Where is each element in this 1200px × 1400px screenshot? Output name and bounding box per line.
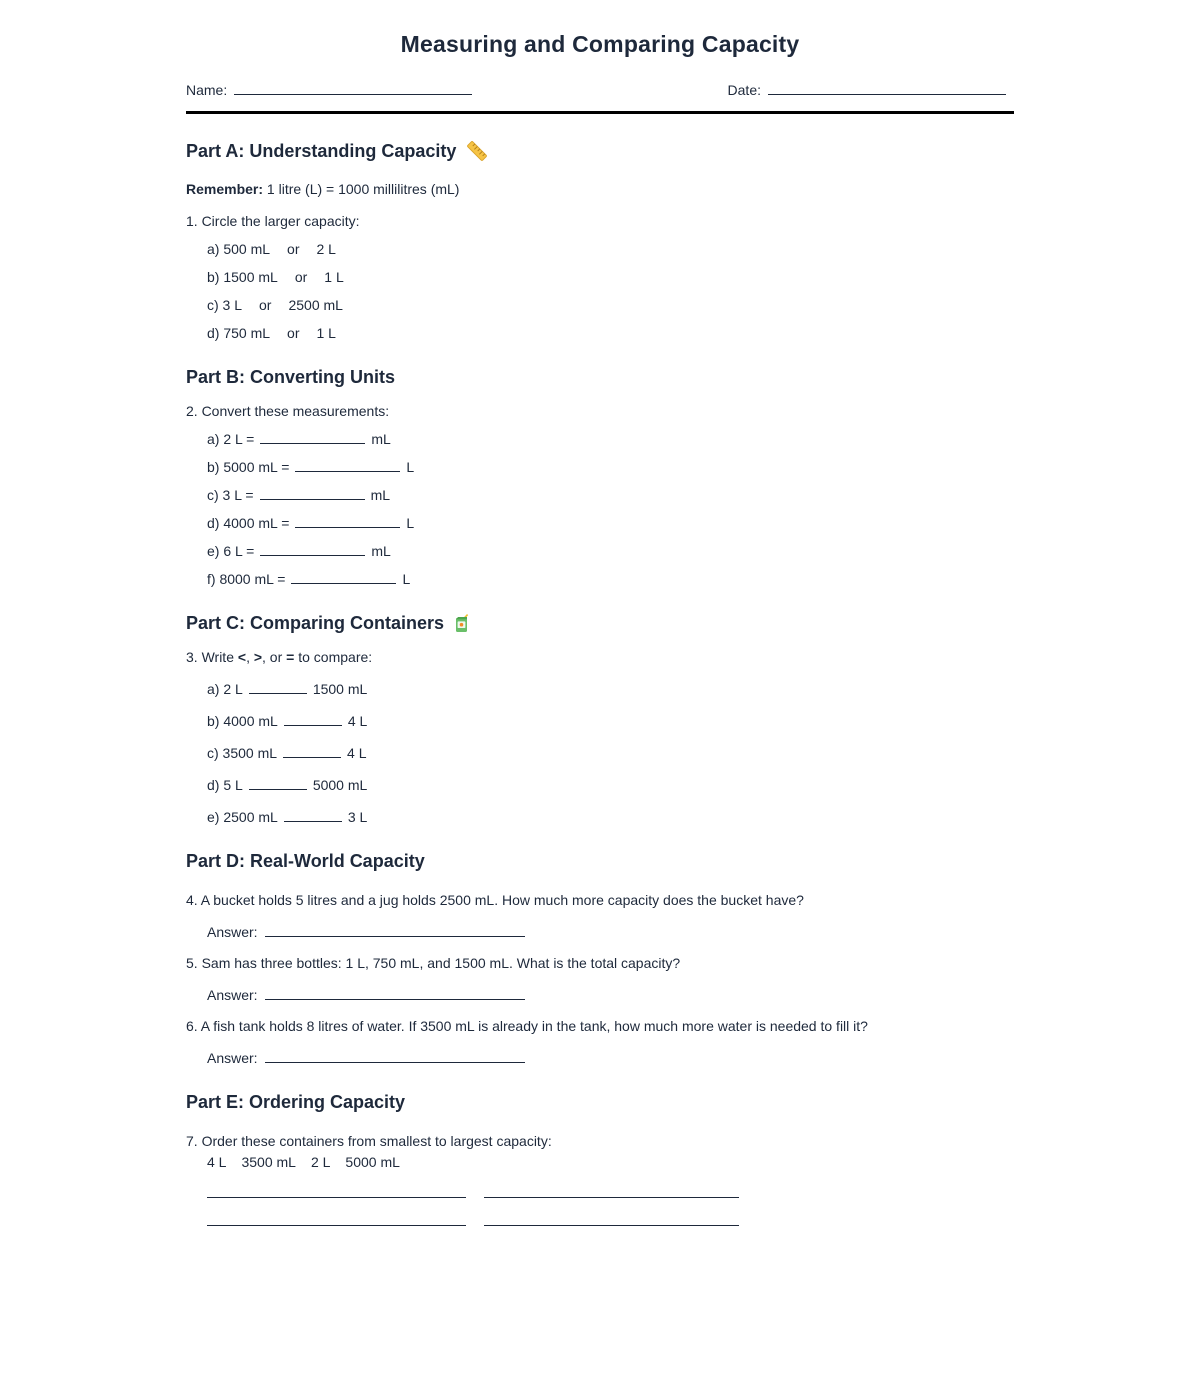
ordering-options xyxy=(207,1154,1014,1170)
question-7: 7. Order these containers from smallest to largest capacity: xyxy=(186,1133,552,1149)
conversion-item xyxy=(207,487,1014,503)
conversion-unit: L xyxy=(402,571,411,587)
ordering-option: 5000 mL xyxy=(345,1154,400,1170)
ordering-option: 4 L xyxy=(207,1154,227,1170)
comparison-left: a) 2 L xyxy=(207,681,243,697)
circle-item[interactable] xyxy=(207,269,1014,285)
comparison-right: 4 L xyxy=(347,713,368,729)
answer-label: Answer: xyxy=(207,987,258,1003)
ordering-answer-lines xyxy=(207,1172,739,1226)
option-right[interactable]: 2 L xyxy=(316,241,336,257)
circle-item[interactable] xyxy=(207,241,1014,257)
question-2: 2. Convert these measurements: xyxy=(186,403,390,419)
answer-input-line[interactable] xyxy=(265,999,525,1000)
answer-row xyxy=(207,987,1014,1003)
name-field xyxy=(186,82,472,98)
comparison-answer-line[interactable] xyxy=(249,789,307,790)
conversion-item xyxy=(207,431,1014,447)
comparison-left: e) 2500 mL xyxy=(207,809,278,825)
part-d-heading xyxy=(186,851,1014,872)
page-title: Measuring and Comparing Capacity xyxy=(400,31,800,57)
conversion-item xyxy=(207,571,1014,587)
answer-label: Answer: xyxy=(207,1050,258,1066)
comparison-item xyxy=(207,745,1014,761)
remember-label: Remember: xyxy=(186,181,264,197)
comparison-item xyxy=(207,777,1014,793)
option-right[interactable]: 1 L xyxy=(316,325,336,341)
part-e-heading-text: Part E: Ordering Capacity xyxy=(186,1092,406,1112)
conversion-answer-line[interactable] xyxy=(291,583,396,584)
ordering-option: 3500 mL xyxy=(241,1154,296,1170)
conversion-answer-line[interactable] xyxy=(295,471,400,472)
part-b-heading-text: Part B: Converting Units xyxy=(186,367,396,387)
part-b-items xyxy=(186,431,1014,587)
equals-symbol: = xyxy=(286,649,295,665)
or-word: or xyxy=(287,325,300,341)
conversion-answer-line[interactable] xyxy=(260,499,365,500)
or-word: or xyxy=(294,269,308,285)
name-label: Name: xyxy=(186,82,228,98)
or-word: or xyxy=(287,241,300,257)
conversion-unit: mL xyxy=(371,543,391,559)
part-c-heading-text: Part C: Comparing Containers xyxy=(186,613,445,633)
ordering-answer-line-3[interactable] xyxy=(207,1200,466,1226)
name-date-row xyxy=(186,82,1014,98)
or-word: or xyxy=(259,297,272,313)
question-1: 1. Circle the larger capacity: xyxy=(186,213,360,229)
comparison-item xyxy=(207,681,1014,697)
comparison-right: 5000 mL xyxy=(312,777,368,793)
comparison-left: c) 3500 mL xyxy=(207,745,278,761)
answer-input-line[interactable] xyxy=(265,1062,525,1063)
conversion-unit: L xyxy=(406,459,415,475)
conversion-item xyxy=(207,543,1014,559)
option-left[interactable]: a) 500 mL xyxy=(207,241,271,257)
part-e-heading xyxy=(186,1092,1014,1113)
comparison-answer-line[interactable] xyxy=(283,757,341,758)
comparison-left: d) 5 L xyxy=(207,777,243,793)
circle-item[interactable] xyxy=(207,297,1014,313)
conversion-item xyxy=(207,515,1014,531)
comparison-item xyxy=(207,809,1014,825)
part-c-heading xyxy=(186,613,1014,634)
conversion-unit: L xyxy=(406,515,415,531)
answer-row xyxy=(207,1050,1014,1066)
comparison-answer-line[interactable] xyxy=(249,693,307,694)
comparison-right: 1500 mL xyxy=(312,681,368,697)
option-right[interactable]: 2500 mL xyxy=(288,297,343,313)
answer-label: Answer: xyxy=(207,924,258,940)
conversion-label: a) 2 L = xyxy=(207,431,255,447)
option-right[interactable]: 1 L xyxy=(324,269,344,285)
part-a-heading xyxy=(186,140,1014,162)
header-divider xyxy=(186,111,1014,114)
part-a-items xyxy=(186,241,1014,341)
conversion-answer-line[interactable] xyxy=(295,527,400,528)
answer-input-line[interactable] xyxy=(265,936,525,937)
juice-box-icon xyxy=(453,613,470,634)
conversion-unit: mL xyxy=(370,487,391,503)
ordering-answer-line-4[interactable] xyxy=(484,1200,739,1226)
part-d-heading-text: Part D: Real-World Capacity xyxy=(186,851,425,871)
conversion-answer-line[interactable] xyxy=(260,555,365,556)
conversion-item xyxy=(207,459,1014,475)
date-label: Date: xyxy=(727,82,761,98)
name-input-line[interactable] xyxy=(234,94,472,95)
greater-than-symbol: > xyxy=(253,649,263,665)
option-left[interactable]: b) 1500 mL xyxy=(207,269,278,285)
conversion-label: d) 4000 mL = xyxy=(207,515,290,531)
conversion-answer-line[interactable] xyxy=(260,443,365,444)
conversion-label: b) 5000 mL = xyxy=(207,459,290,475)
part-b-heading xyxy=(186,367,1014,388)
comparison-answer-line[interactable] xyxy=(284,821,342,822)
question-4: 4. A bucket holds 5 litres and a jug holds 2500 mL. How much more capacity does the bucket have? xyxy=(186,892,804,908)
part-a-heading-text: Part A: Understanding Capacity xyxy=(186,140,457,161)
worksheet-page xyxy=(186,0,1014,1226)
part-c-items xyxy=(186,681,1014,825)
question-5: 5. Sam has three bottles: 1 L, 750 mL, and 1500 mL. What is the total capacity? xyxy=(186,955,681,971)
comparison-answer-line[interactable] xyxy=(284,725,342,726)
less-than-symbol: < xyxy=(237,649,247,665)
remember-note xyxy=(186,181,1014,198)
option-left[interactable]: d) 750 mL xyxy=(207,325,271,341)
ordering-option: 2 L xyxy=(310,1154,331,1170)
ordering-answer-line-1[interactable] xyxy=(207,1172,466,1198)
question-3: 3. Write <, >, or = to compare: xyxy=(186,649,373,665)
question-6: 6. A fish tank holds 8 litres of water. If 3500 mL is already in the tank, how much more water is needed to fill it? xyxy=(186,1018,868,1034)
circle-item[interactable] xyxy=(207,325,1014,341)
option-left[interactable]: c) 3 L xyxy=(207,297,243,313)
date-field xyxy=(728,82,1006,98)
ruler-icon xyxy=(465,140,489,162)
conversion-unit: mL xyxy=(371,431,391,447)
answer-row xyxy=(207,924,1014,940)
comparison-right: 4 L xyxy=(347,745,367,761)
conversion-label: f) 8000 mL = xyxy=(207,571,286,587)
remember-text: 1 litre (L) = 1000 millilitres (mL) xyxy=(263,181,460,197)
conversion-label: e) 6 L = xyxy=(207,543,255,559)
comparison-right: 3 L xyxy=(347,809,368,825)
comparison-item xyxy=(207,713,1014,729)
date-input-line[interactable] xyxy=(768,94,1006,95)
ordering-answer-line-2[interactable] xyxy=(484,1172,739,1198)
comparison-left: b) 4000 mL xyxy=(207,713,278,729)
conversion-label: c) 3 L = xyxy=(207,487,254,503)
